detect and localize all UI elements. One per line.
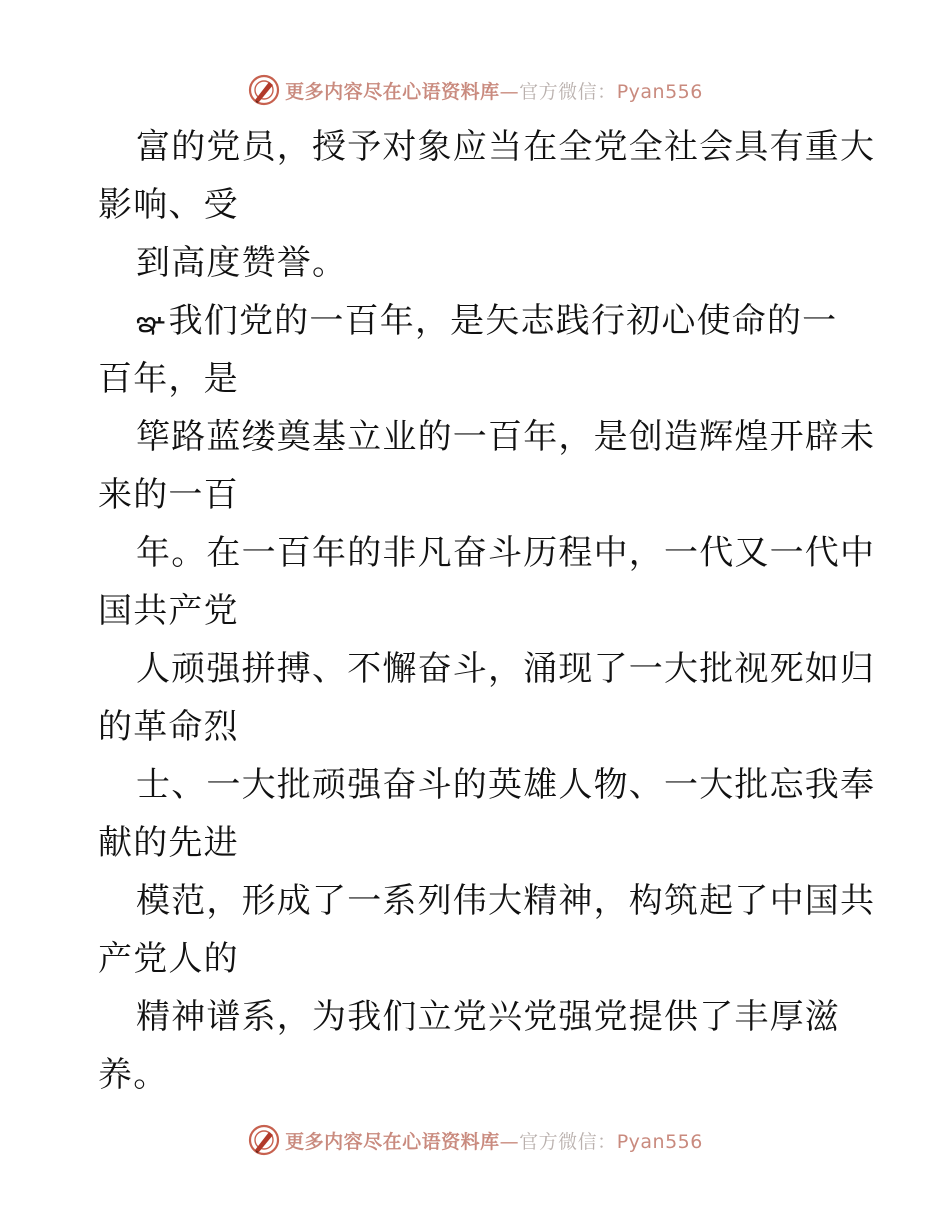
pen-logo-icon — [247, 1123, 281, 1157]
text-line: 养。 — [98, 1055, 169, 1095]
banner-dash: — — [499, 80, 520, 103]
wechat-id: Pyan556 — [616, 80, 703, 103]
text-line: 人顽强拼搏、不懈奋斗，涌现了一大批视死如归 — [136, 649, 876, 689]
text-line-content: 我们党的一百年，是矢志践行初心使命的一 — [168, 301, 838, 341]
text-line: 富的党员，授予对象应当在全党全社会具有重大 — [136, 127, 876, 167]
header-banner — [0, 70, 950, 110]
text-line — [98, 292, 858, 350]
site-name: 更多内容尽在心语资料库 — [285, 80, 500, 103]
text-line: 产党人的 — [98, 939, 239, 979]
pen-logo-icon — [247, 73, 281, 107]
banner-text — [285, 77, 703, 104]
text-line: 献的先进 — [98, 823, 239, 863]
banner-dash: — — [499, 1130, 520, 1153]
document-body — [98, 118, 876, 1104]
text-line: 士、一大批顽强奋斗的英雄人物、一大批忘我奉 — [136, 765, 876, 805]
footer-banner — [0, 1120, 950, 1160]
paragraph-ornament-icon: ఞ — [136, 305, 167, 340]
text-line: 到高度赞誉。 — [136, 243, 348, 283]
site-name: 更多内容尽在心语资料库 — [285, 1130, 500, 1153]
wechat-label: 官方微信： — [519, 80, 617, 103]
wechat-label: 官方微信： — [519, 1130, 617, 1153]
text-line: 影响、受 — [98, 185, 239, 225]
text-line: 精神谱系，为我们立党兴党强党提供了丰厚滋 — [136, 997, 840, 1037]
wechat-id: Pyan556 — [616, 1130, 703, 1153]
text-line: 筚路蓝缕奠基立业的一百年，是创造辉煌开辟未 — [136, 417, 876, 457]
banner-text — [285, 1127, 703, 1154]
text-line: 模范，形成了一系列伟大精神，构筑起了中国共 — [136, 881, 876, 921]
text-line: 国共产党 — [98, 591, 239, 631]
text-line: 的革命烈 — [98, 707, 239, 747]
text-line: 百年，是 — [98, 359, 239, 399]
text-line: 年。在一百年的非凡奋斗历程中，一代又一代中 — [136, 533, 876, 573]
text-line: 来的一百 — [98, 475, 239, 515]
